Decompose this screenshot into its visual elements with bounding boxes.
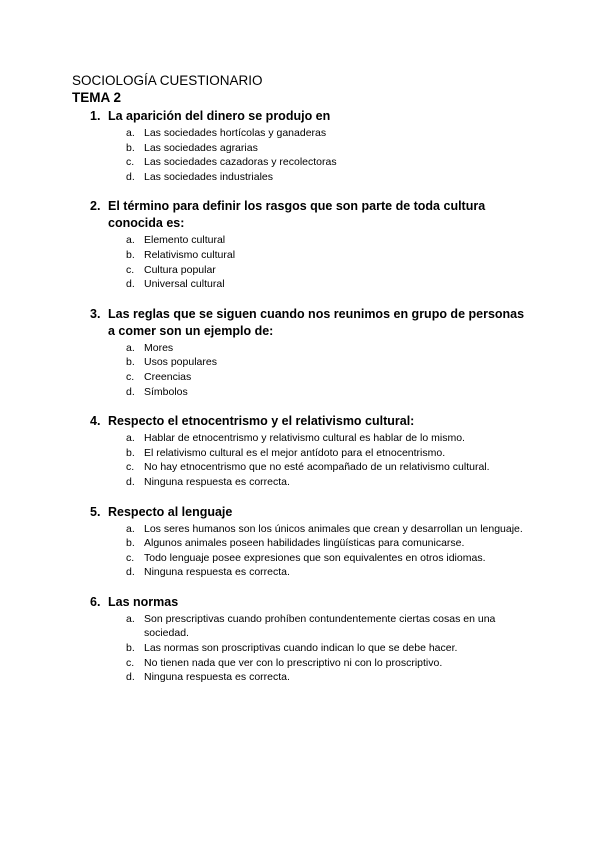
option-text: Cultura popular bbox=[144, 263, 216, 276]
option-d bbox=[108, 670, 532, 685]
option-text: Las sociedades industriales bbox=[144, 170, 273, 183]
option-a bbox=[108, 612, 532, 641]
question-4 bbox=[72, 413, 532, 489]
option-text: Ninguna respuesta es correcta. bbox=[144, 566, 290, 579]
option-text: Símbolos bbox=[144, 385, 188, 398]
option-b bbox=[108, 641, 532, 656]
option-list bbox=[108, 612, 532, 685]
option-letter: b. bbox=[126, 642, 135, 655]
option-text: Las sociedades hortícolas y ganaderas bbox=[144, 127, 327, 139]
option-d bbox=[108, 565, 532, 580]
option-letter: c. bbox=[126, 551, 135, 564]
question-number: 6. bbox=[90, 594, 101, 609]
question-2 bbox=[72, 198, 532, 291]
question-6 bbox=[72, 594, 532, 685]
option-a bbox=[108, 126, 532, 141]
option-b bbox=[108, 536, 532, 551]
option-text: El relativismo cultural es el mejor antídoto para el etnocentrismo. bbox=[144, 446, 446, 459]
question-text: Las reglas que se siguen cuando nos reunimos en grupo de personas a comer son un ejemplo de: bbox=[108, 306, 525, 338]
question-number: 1. bbox=[90, 109, 101, 123]
option-letter: c. bbox=[126, 156, 135, 169]
option-c bbox=[108, 551, 532, 566]
option-text: Elemento cultural bbox=[144, 234, 226, 247]
option-d bbox=[108, 385, 532, 400]
option-a bbox=[108, 233, 532, 248]
option-letter: d. bbox=[126, 566, 135, 579]
question-text: Respecto al lenguaje bbox=[108, 504, 233, 519]
option-text: Las sociedades cazadoras y recolectoras bbox=[144, 156, 337, 169]
option-letter: b. bbox=[126, 356, 135, 369]
question-text: El término para definir los rasgos que son parte de toda cultura conocida es: bbox=[108, 199, 486, 231]
option-a bbox=[108, 341, 532, 356]
option-text: Hablar de etnocentrismo y relativismo cultural es hablar de lo mismo. bbox=[144, 432, 465, 445]
option-b bbox=[108, 355, 532, 370]
option-list bbox=[108, 341, 532, 399]
option-letter: a. bbox=[126, 127, 135, 139]
option-letter: d. bbox=[126, 278, 135, 291]
option-text: Creencias bbox=[144, 370, 192, 383]
option-list bbox=[108, 126, 532, 184]
option-letter: a. bbox=[126, 432, 135, 445]
option-text: No tienen nada que ver con lo prescriptivo ni con lo proscriptivo. bbox=[144, 656, 443, 669]
option-text: Algunos animales poseen habilidades lingüísticas para comunicarse. bbox=[144, 537, 465, 550]
option-c bbox=[108, 155, 532, 170]
question-text: Las normas bbox=[108, 594, 179, 609]
option-d bbox=[108, 170, 532, 185]
option-letter: b. bbox=[126, 537, 135, 550]
question-number: 4. bbox=[90, 414, 101, 429]
option-letter: b. bbox=[126, 446, 135, 459]
question-number: 5. bbox=[90, 504, 101, 519]
question-number: 3. bbox=[90, 306, 101, 321]
option-letter: c. bbox=[126, 263, 135, 276]
document-page bbox=[72, 72, 532, 699]
option-text: Las sociedades agrarias bbox=[144, 141, 258, 154]
question-text: La aparición del dinero se produjo en bbox=[108, 109, 331, 123]
option-d bbox=[108, 475, 532, 490]
option-letter: b. bbox=[126, 248, 135, 261]
option-b bbox=[108, 141, 532, 156]
option-letter: a. bbox=[126, 234, 135, 247]
question-number: 2. bbox=[90, 199, 101, 214]
option-d bbox=[108, 277, 532, 292]
option-letter: a. bbox=[126, 341, 135, 354]
option-text: Todo lenguaje posee expresiones que son equivalentes en otros idiomas. bbox=[144, 551, 486, 564]
option-letter: a. bbox=[126, 612, 135, 625]
question-list bbox=[72, 108, 532, 685]
option-c bbox=[108, 370, 532, 385]
question-text: Respecto el etnocentrismo y el relativismo cultural: bbox=[108, 414, 415, 429]
option-letter: a. bbox=[126, 522, 135, 535]
option-text: Mores bbox=[144, 341, 174, 354]
option-letter: d. bbox=[126, 385, 135, 398]
option-list bbox=[108, 233, 532, 291]
option-text: Universal cultural bbox=[144, 278, 225, 291]
option-letter: c. bbox=[126, 656, 135, 669]
option-text: Usos populares bbox=[144, 356, 217, 369]
option-text: Ninguna respuesta es correcta. bbox=[144, 475, 290, 488]
option-text: Ninguna respuesta es correcta. bbox=[144, 671, 290, 684]
option-a bbox=[108, 522, 532, 537]
option-letter: c. bbox=[126, 370, 135, 383]
option-text: Relativismo cultural bbox=[144, 248, 236, 261]
document-title: SOCIOLOGÍA CUESTIONARIO bbox=[72, 73, 263, 88]
option-list bbox=[108, 522, 532, 580]
option-letter: d. bbox=[126, 475, 135, 488]
question-1 bbox=[72, 108, 532, 184]
option-text: Son prescriptivas cuando prohíben contundentemente ciertas cosas en una sociedad. bbox=[144, 612, 496, 640]
option-text: Las normas son proscriptivas cuando indican lo que se debe hacer. bbox=[144, 642, 458, 655]
question-5 bbox=[72, 504, 532, 580]
option-letter: b. bbox=[126, 141, 135, 154]
document-subtitle: TEMA 2 bbox=[72, 90, 122, 105]
option-b bbox=[108, 446, 532, 461]
option-letter: d. bbox=[126, 671, 135, 684]
option-c bbox=[108, 656, 532, 671]
option-letter: d. bbox=[126, 170, 135, 183]
option-text: No hay etnocentrismo que no esté acompañado de un relativismo cultural. bbox=[144, 461, 490, 474]
option-list bbox=[108, 431, 532, 489]
option-c bbox=[108, 460, 532, 475]
option-c bbox=[108, 263, 532, 278]
option-letter: c. bbox=[126, 461, 135, 474]
option-b bbox=[108, 248, 532, 263]
option-text: Los seres humanos son los únicos animales que crean y desarrollan un lenguaje. bbox=[144, 522, 523, 535]
question-3 bbox=[72, 306, 532, 399]
option-a bbox=[108, 431, 532, 446]
